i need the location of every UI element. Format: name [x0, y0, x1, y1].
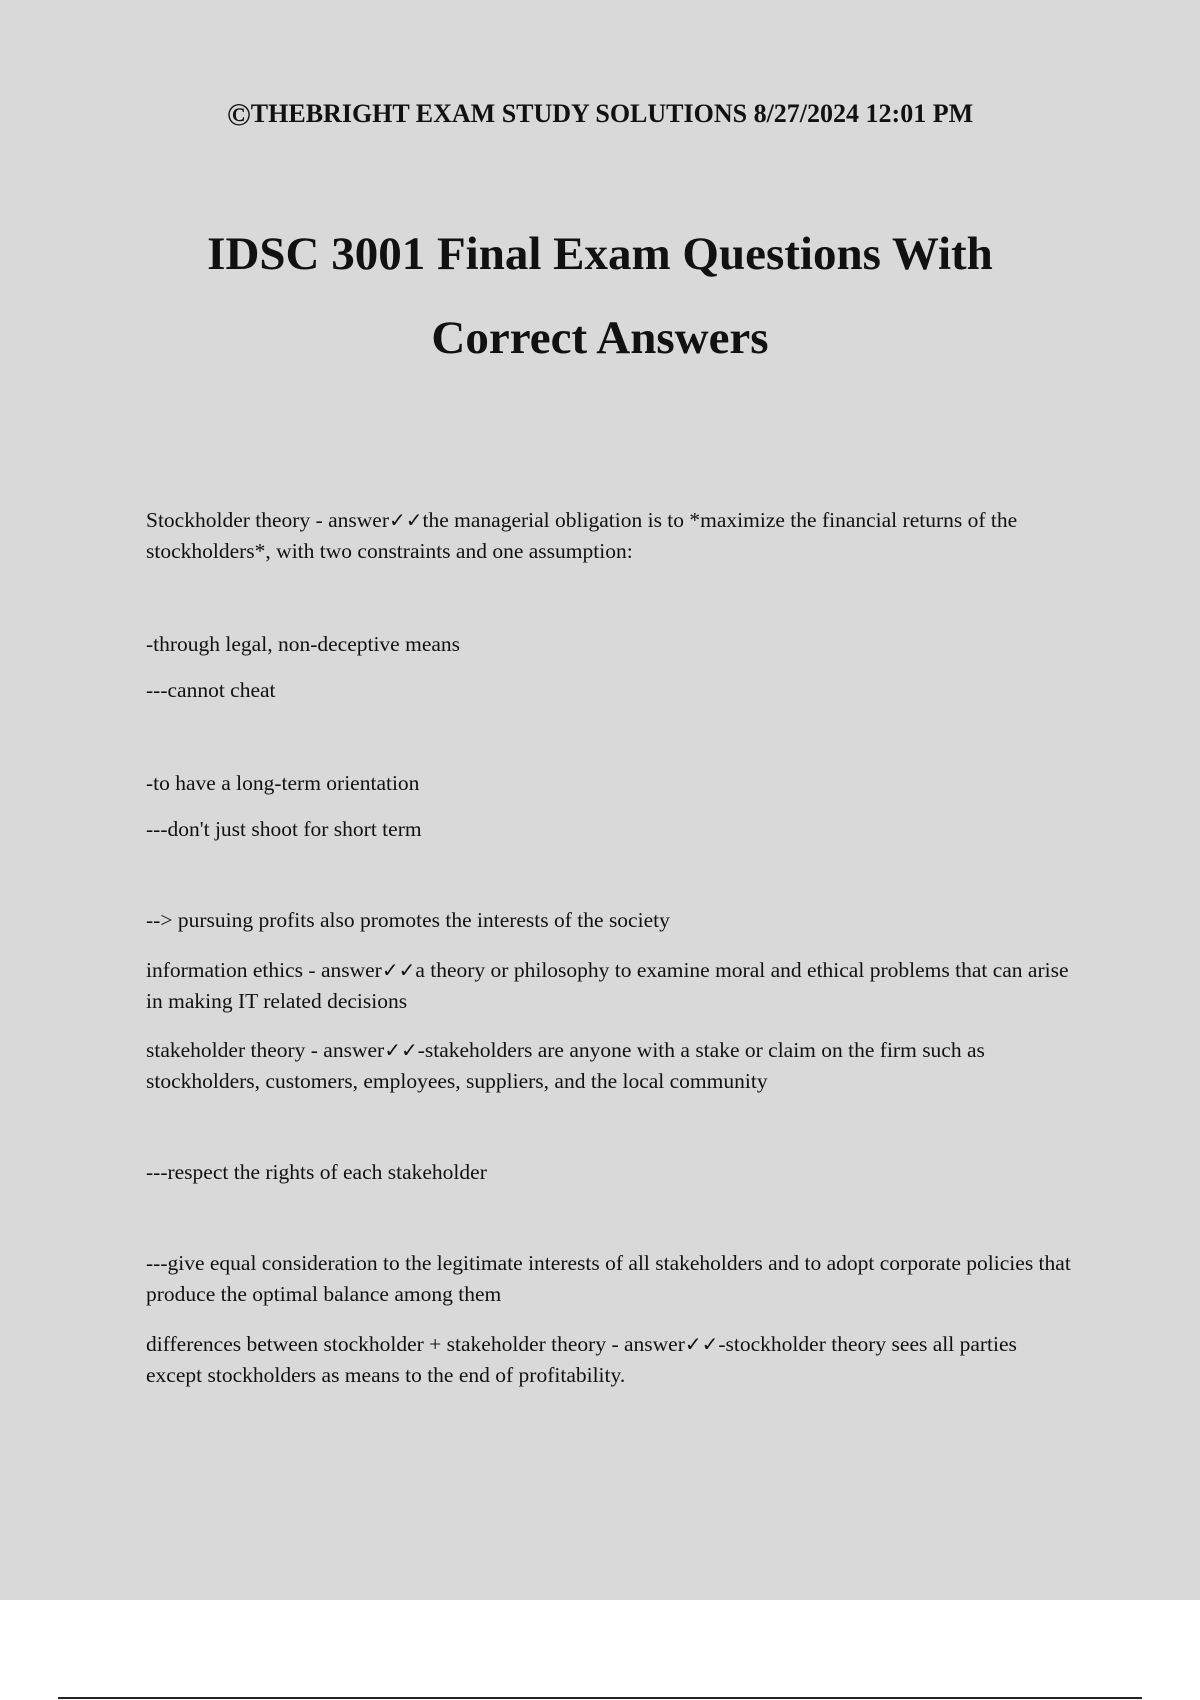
watermark-text: THEBRIGHT EXAM STUDY SOLUTIONS 8/27/2024 12:01 PM	[250, 99, 974, 128]
list-line: -through legal, non-deceptive means	[146, 632, 461, 656]
document-body	[146, 505, 1076, 1391]
document-title	[0, 212, 1200, 380]
checkmark-icon: ✓✓	[684, 1332, 719, 1356]
page-divider	[58, 1697, 1142, 1699]
list-line: ---cannot cheat	[146, 678, 276, 702]
entry-stockholder-theory: Stockholder theory - answer✓✓the managerial obligation is to *maximize the financial returns of the stockholders*, with two constraints and one assumption:	[146, 508, 1018, 563]
entry-stockholder-vs-stakeholder: differences between stockholder + stakeholder theory - answer✓✓-stockholder theory sees all parties except stockholders as means to the end of profitability.	[146, 1332, 1017, 1387]
title-line-1: IDSC 3001 Final Exam Questions With	[207, 228, 993, 280]
watermark-header	[0, 96, 1200, 133]
checkmark-icon: ✓✓	[381, 958, 416, 982]
copyright-symbol: ©	[226, 96, 251, 132]
entry-stakeholder-theory: stakeholder theory - answer✓✓-stakeholders are anyone with a stake or claim on the firm such as stockholders, customers, employees, suppliers, and the local community	[146, 1038, 985, 1093]
list-line: ---respect the rights of each stakeholder	[146, 1160, 487, 1184]
list-line: ---don't just shoot for short term	[146, 817, 422, 841]
title-line-2: Correct Answers	[431, 312, 769, 364]
checkmark-icon: ✓✓	[384, 1038, 418, 1062]
checkmark-icon: ✓✓	[389, 508, 423, 532]
list-line: ---give equal consideration to the legitimate interests of all stakeholders and to adopt corporate policies that produce the optimal balance among them	[146, 1251, 1071, 1306]
entry-information-ethics: information ethics - answer✓✓a theory or philosophy to examine moral and ethical problems that can arise in making IT related decisions	[146, 958, 1069, 1013]
list-line: -to have a long-term orientation	[146, 771, 420, 795]
list-line: --> pursuing profits also promotes the interests of the society	[146, 908, 670, 932]
